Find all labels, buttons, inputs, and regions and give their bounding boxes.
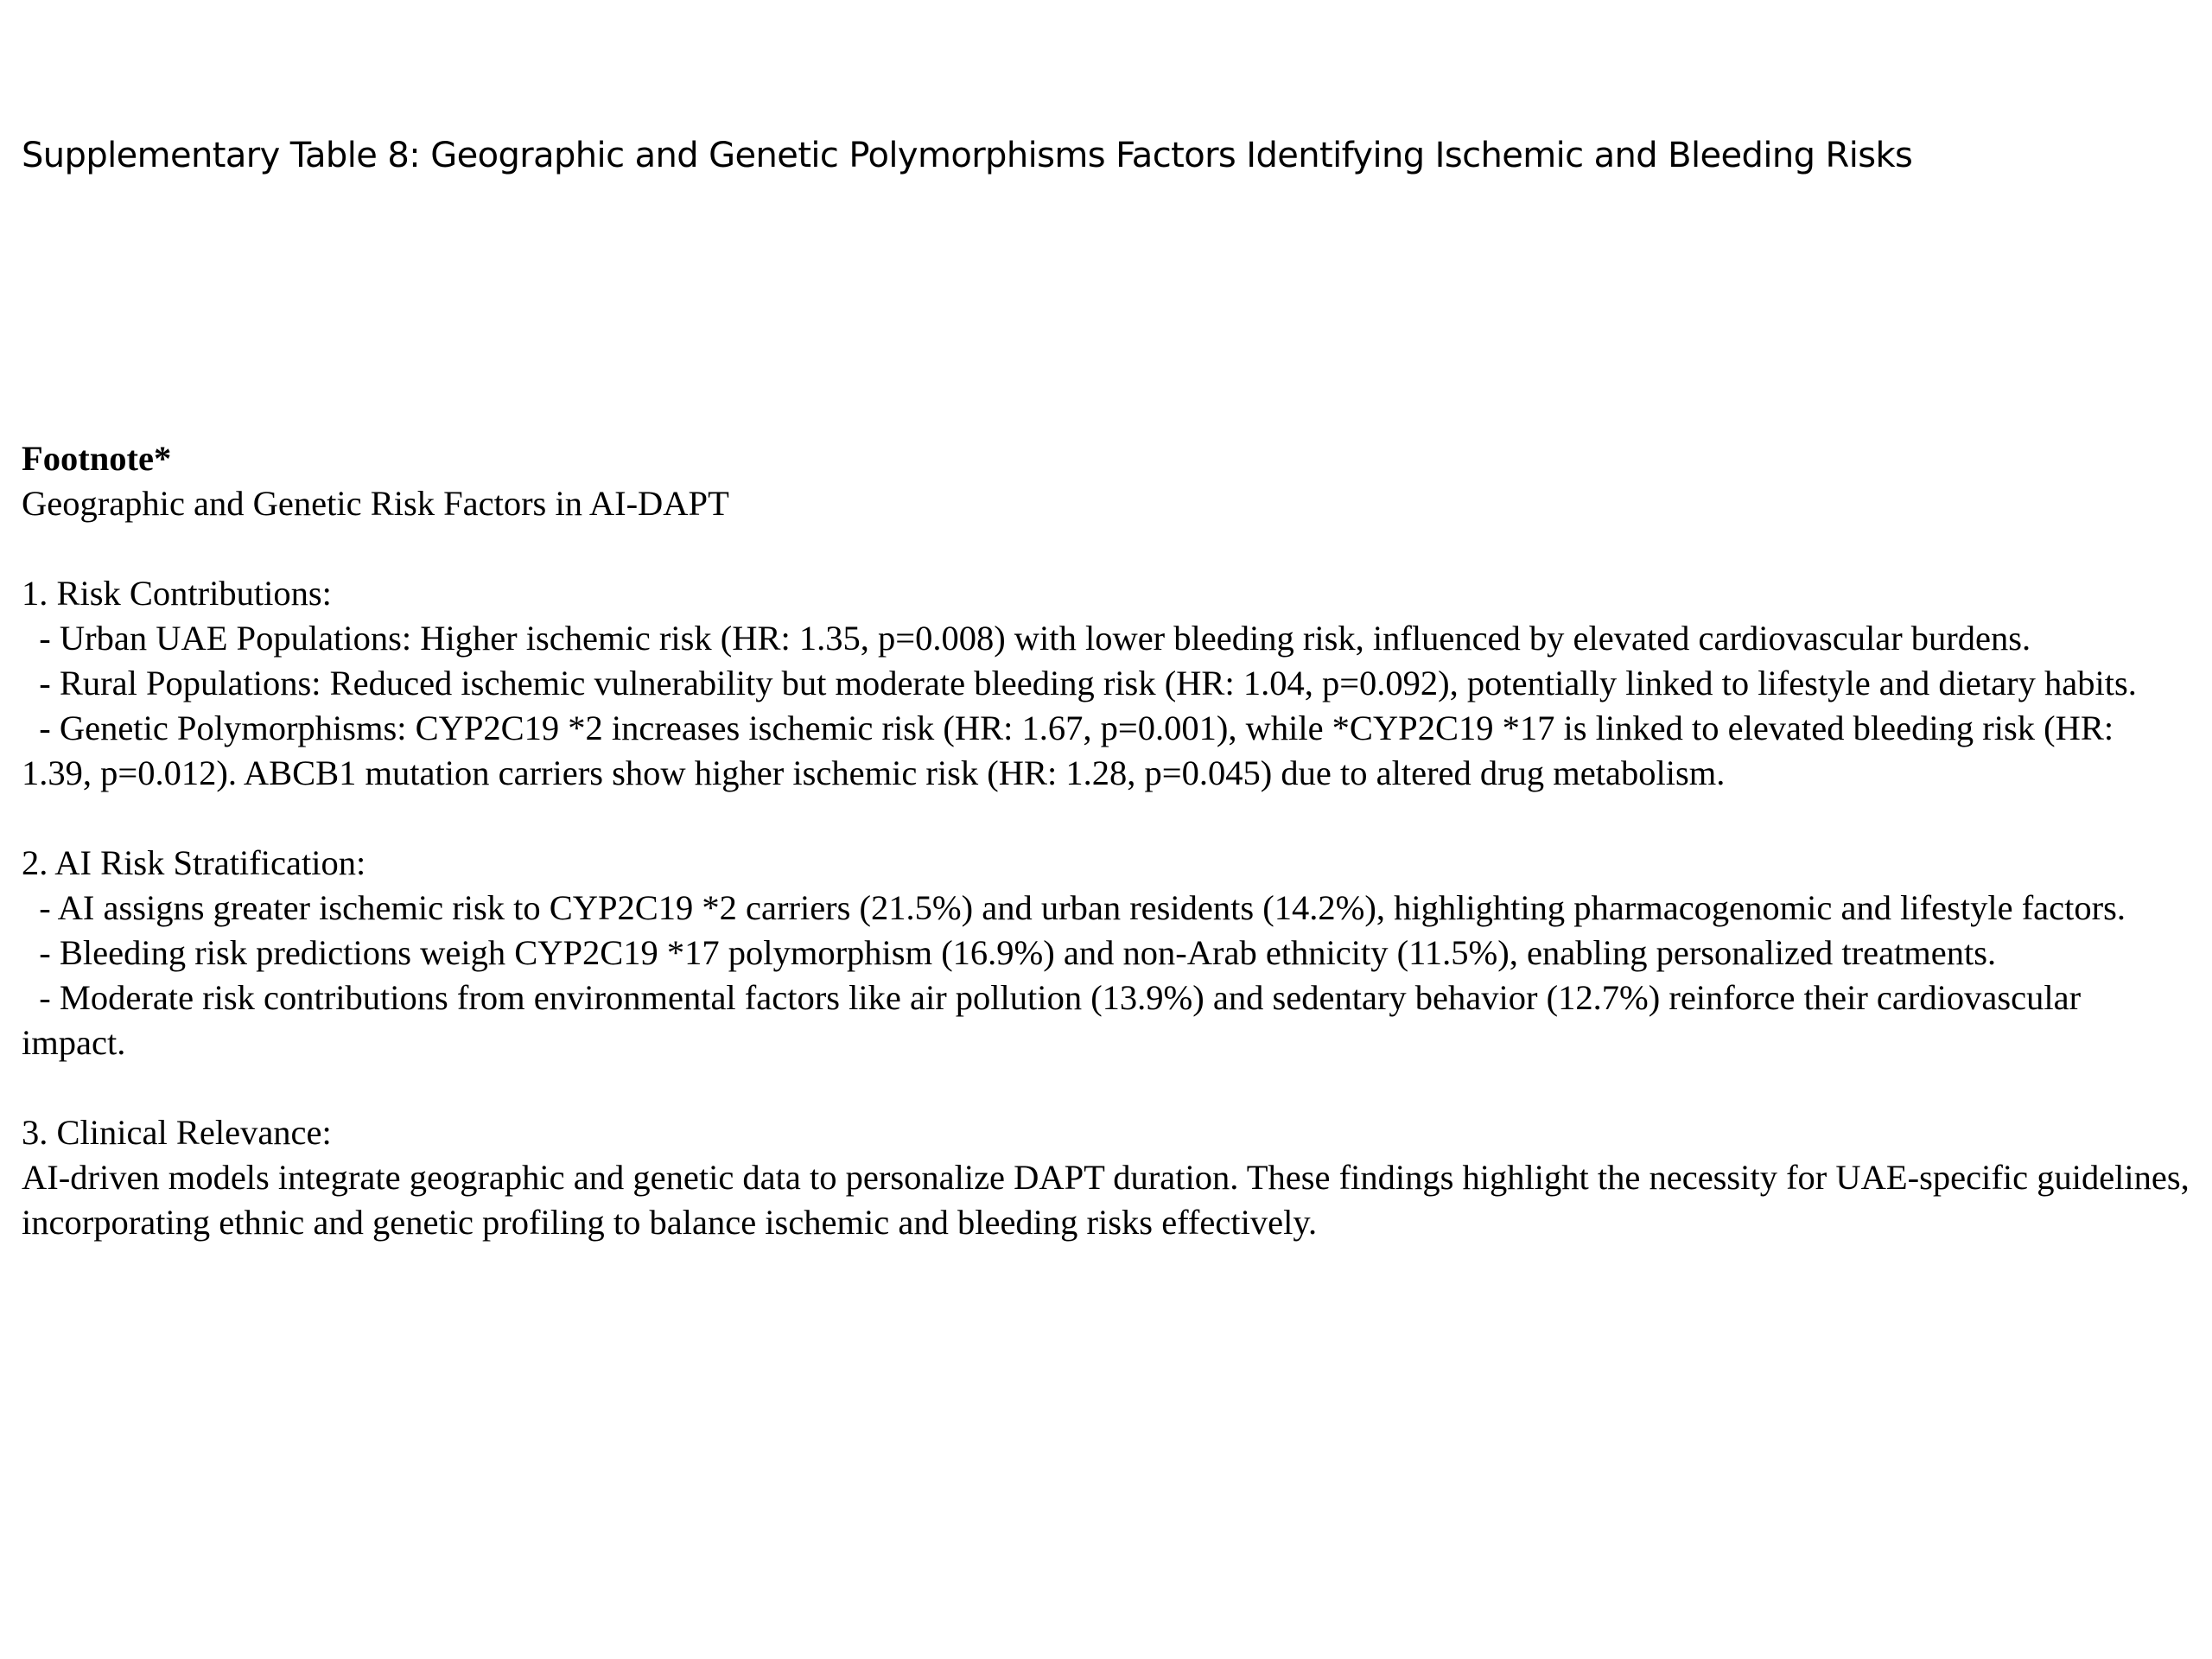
section-heading: 3. Clinical Relevance: (22, 1113, 332, 1152)
section-heading: 2. AI Risk Stratification: (22, 843, 366, 882)
section-item: - Moderate risk contributions from environmental factors like air pollution (13.9%) and sedentary behavior (12.7%) reinforce their cardiovascular impact. (22, 978, 2090, 1062)
spacer (22, 1065, 2190, 1110)
document-title: Supplementary Table 8: Geographic and Genetic Polymorphisms Factors Identifying Ischemic and Bleeding Risks (22, 136, 1913, 175)
section-ai-risk-stratification (22, 841, 2190, 1065)
spacer (22, 526, 2190, 571)
section-item: - AI assigns greater ischemic risk to CYP2C19 *2 carriers (21.5%) and urban residents (14.2%), highlighting pharmacogenomic and lifestyle factors. (22, 888, 2126, 927)
section-item: - Rural Populations: Reduced ischemic vulnerability but moderate bleeding risk (HR: 1.04, p=0.092), potentially linked to lifestyle and dietary habits. (22, 664, 2137, 702)
section-item: - Urban UAE Populations: Higher ischemic risk (HR: 1.35, p=0.008) with lower bleeding risk, influenced by elevated cardiovascular burdens. (22, 619, 2031, 658)
section-paragraph: AI-driven models integrate geographic and genetic data to personalize DAPT duration. These findings highlight the necessity for UAE-specific guidelines, incorporating ethnic and genetic profiling to balance ischemic and bleeding risks effectively. (22, 1158, 2198, 1242)
footnote-heading: Footnote* (22, 439, 172, 478)
section-heading: 1. Risk Contributions: (22, 574, 332, 613)
section-risk-contributions (22, 571, 2190, 796)
section-clinical-relevance (22, 1110, 2198, 1245)
footnote-block (22, 436, 2198, 1245)
spacer (22, 796, 2190, 841)
section-item: - Bleeding risk predictions weigh CYP2C19 *17 polymorphism (16.9%) and non-Arab ethnicity (11.5%), enabling personalized treatments. (22, 933, 1997, 972)
footnote-subtitle: Geographic and Genetic Risk Factors in AI-DAPT (22, 484, 729, 523)
section-item: - Genetic Polymorphisms: CYP2C19 *2 increases ischemic risk (HR: 1.67, p=0.001), while *CYP2C19 *17 is linked to elevated bleeding risk (HR: 1.39, p=0.012). ABCB1 mutation carriers show higher ischemic risk (HR: 1.28, p=0.045) due to altered drug metabolism. (22, 709, 2123, 792)
